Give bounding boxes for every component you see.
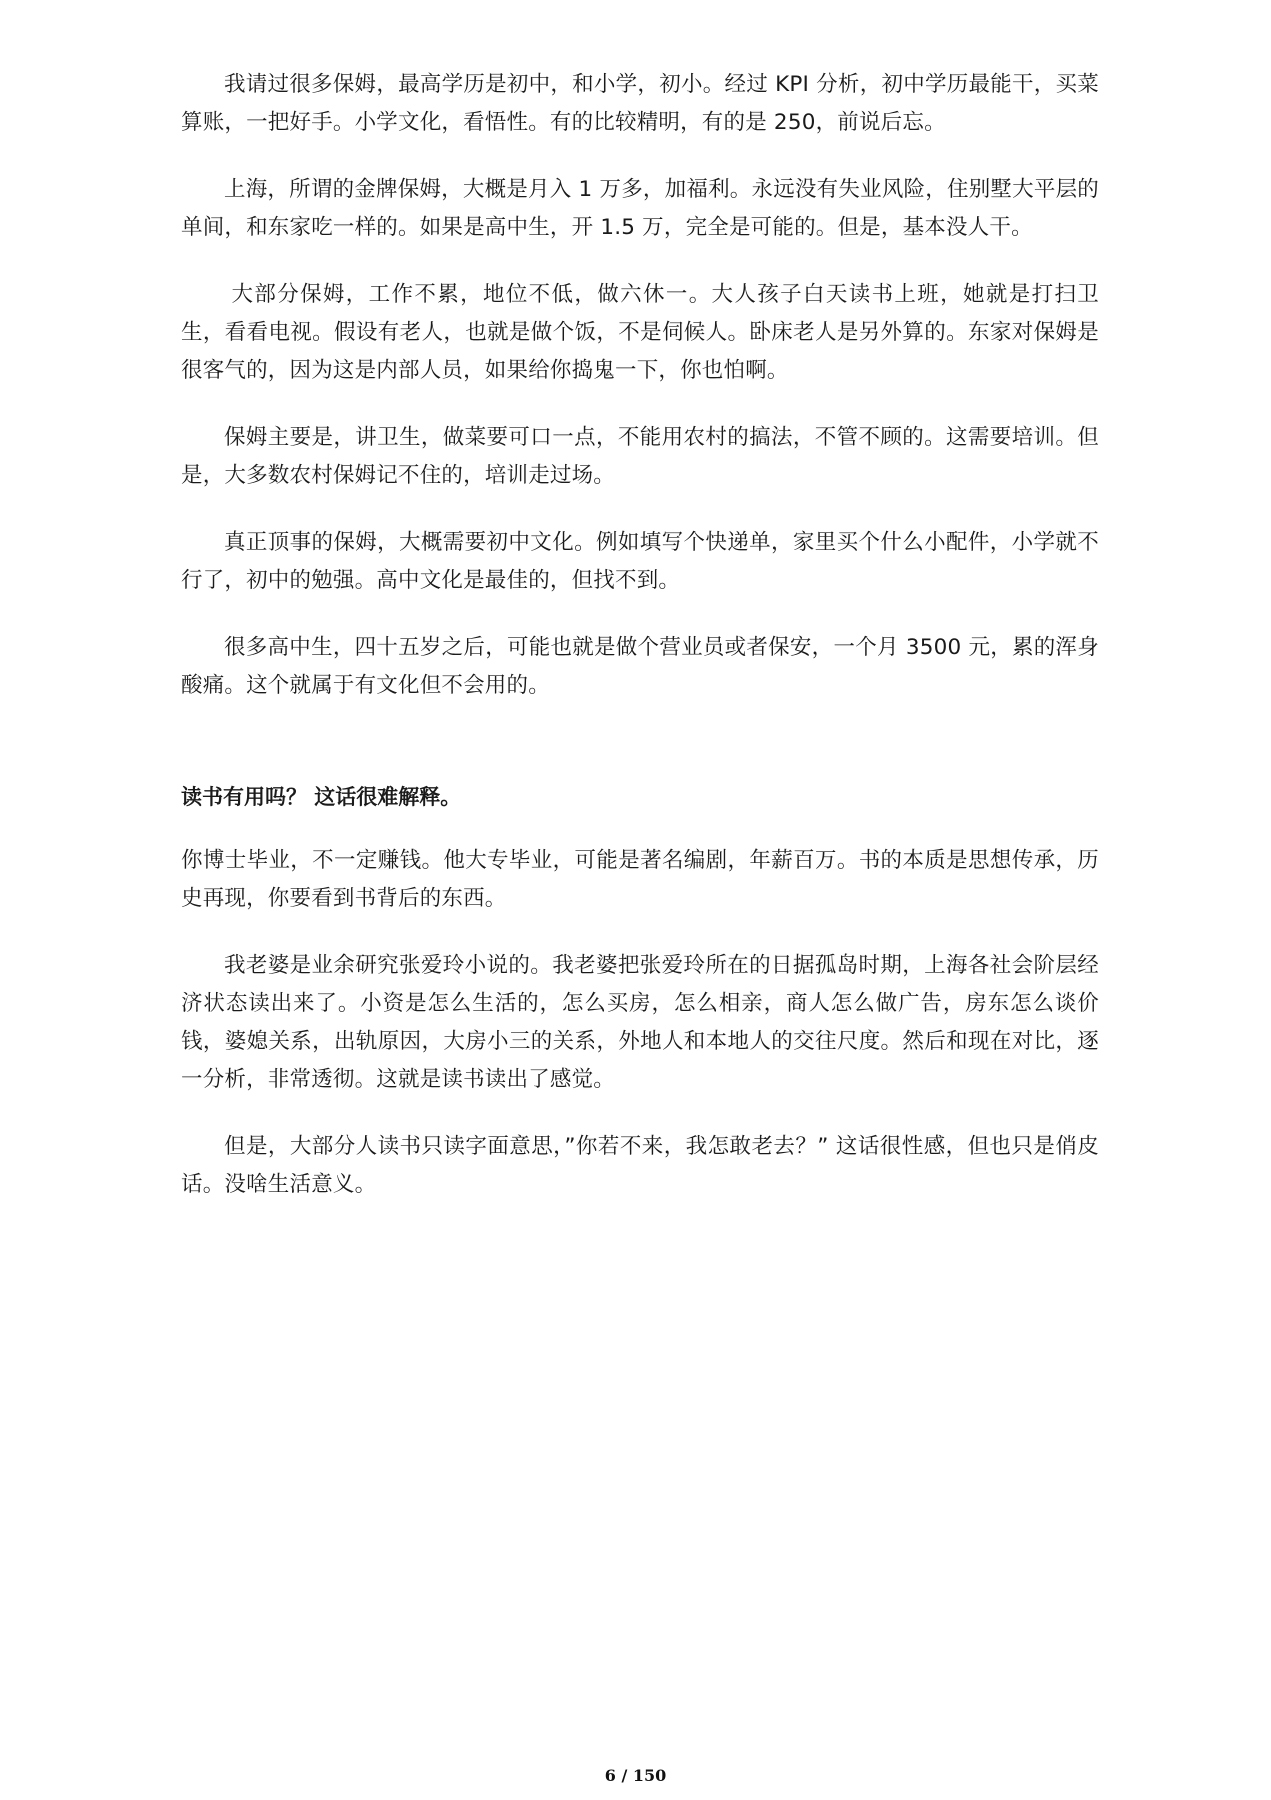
section-spacer [181, 734, 1099, 778]
section-heading: 读书有用吗？ 这话很难解释。 [181, 785, 462, 809]
paragraph: 很多高中生，四十五岁之后，可能也就是做个营业员或者保安，一个月 3500 元，累的浑身酸痛。这个就属于有文化但不会用的。 [181, 635, 1099, 698]
paragraph: 大部分保姆，工作不累，地位不低，做六休一。大人孩子白天读书上班，她就是打扫卫生，看看电视。假设有老人，也就是做个饭，不是伺候人。卧床老人是另外算的。东家对保姆是很客气的，因为这是内部人员，如果给你捣鬼一下，你也怕啊。 [181, 282, 1099, 383]
page-content [181, 66, 1099, 1233]
paragraph: 我请过很多保姆，最高学历是初中，和小学，初小。经过 KPI 分析，初中学历最能干，买菜算账，一把好手。小学文化，看悟性。有的比较精明，有的是 250，前说后忘。 [181, 72, 1099, 135]
page-number: 6 / 150 [604, 1766, 667, 1785]
paragraph: 你博士毕业，不一定赚钱。他大专毕业，可能是著名编剧，年薪百万。书的本质是思想传承，历史再现，你要看到书背后的东西。 [181, 848, 1099, 911]
paragraph: 上海，所谓的金牌保姆，大概是月入 1 万多，加福利。永远没有失业风险，住别墅大平层的单间，和东家吃一样的。如果是高中生，开 1.5 万，完全是可能的。但是，基本没人干。 [181, 177, 1099, 240]
paragraph: 真正顶事的保姆，大概需要初中文化。例如填写个快递单，家里买个什么小配件，小学就不行了，初中的勉强。高中文化是最佳的，但找不到。 [181, 530, 1099, 593]
paragraph: 保姆主要是，讲卫生，做菜要可口一点，不能用农村的搞法，不管不顾的。这需要培训。但是，大多数农村保姆记不住的，培训走过场。 [181, 425, 1099, 488]
paragraph: 但是，大部分人读书只读字面意思，”你若不来，我怎敢老去？” 这话很性感，但也只是俏皮话。没啥生活意义。 [181, 1134, 1099, 1197]
paragraph: 我老婆是业余研究张爱玲小说的。我老婆把张爱玲所在的日据孤岛时期，上海各社会阶层经济状态读出来了。小资是怎么生活的，怎么买房，怎么相亲，商人怎么做广告，房东怎么谈价钱，婆媳关系，出轨原因，大房小三的关系，外地人和本地人的交往尺度。然后和现在对比，逐一分析，非常透彻。这就是读书读出了感觉。 [181, 953, 1099, 1092]
